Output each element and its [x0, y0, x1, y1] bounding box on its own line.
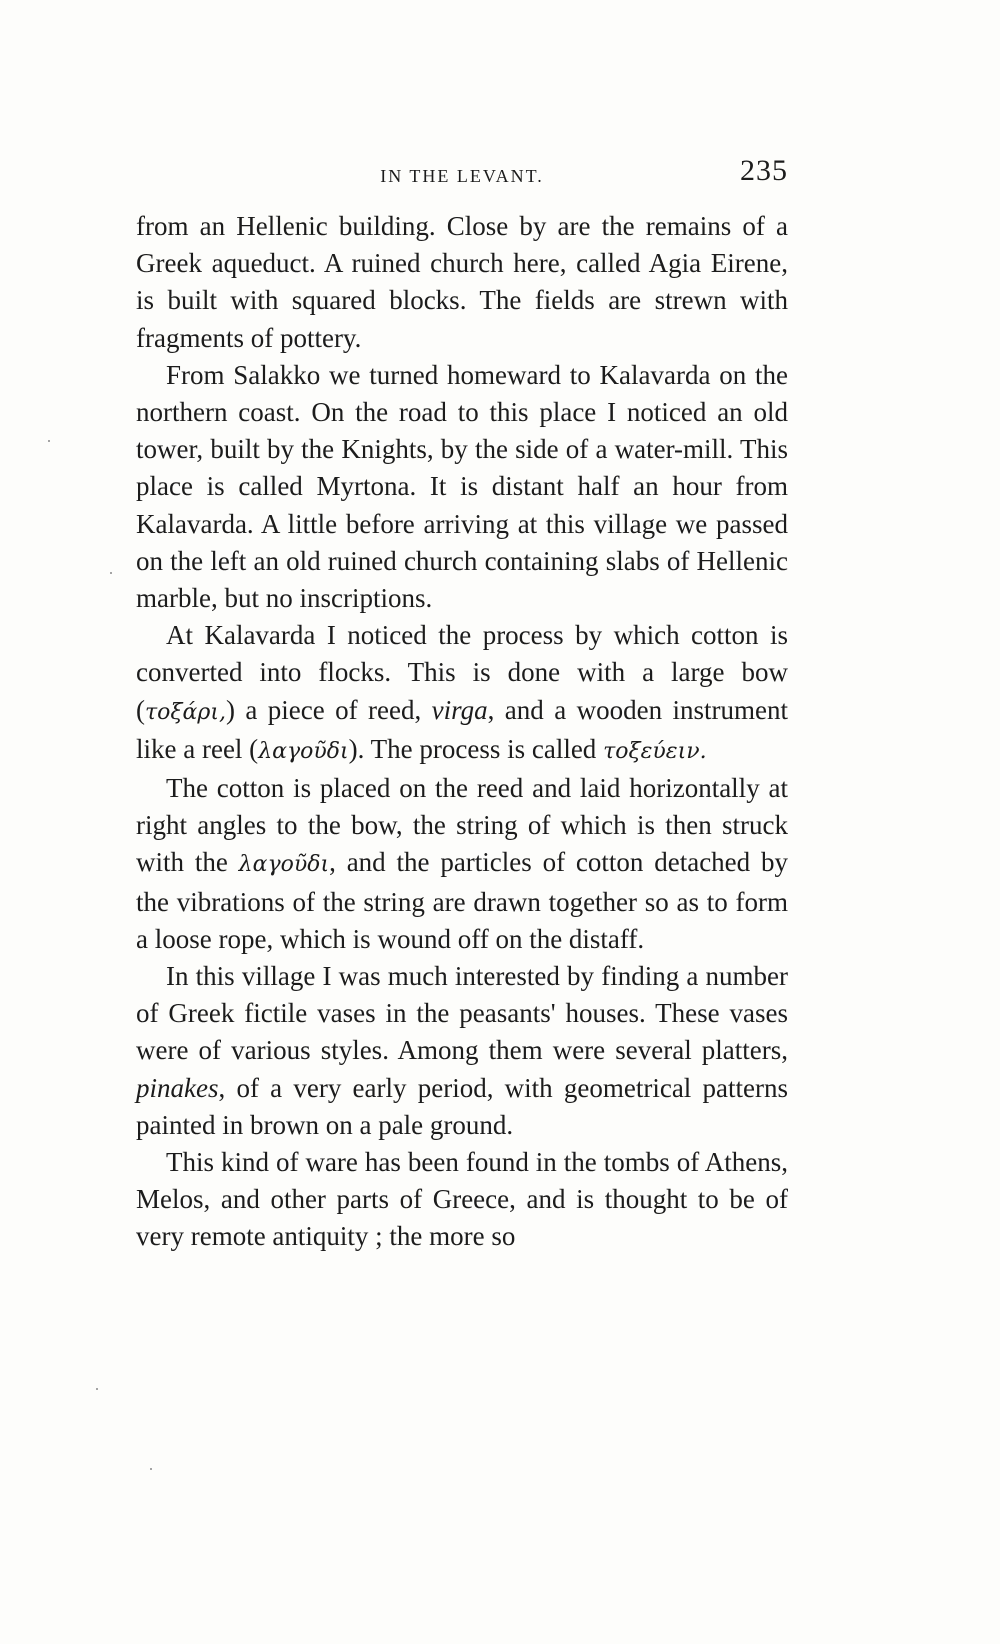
- scan-speck: [96, 1388, 98, 1390]
- text-run: From Salakko we turned homeward to Kalavarda on the northern coast. On the road to this place I noticed an old tower, built by the Knights, by the side of a water-mill. This place is called Myrtona. It is distant half an hour from Kalavarda. A little before arriving at this village we passed on the left an old ruined church containing slabs of Hellenic marble, but no inscriptions.: [136, 359, 788, 614]
- text-run: At Kalavarda I noticed the process by which cotton is converted into flocks. This is done with a large bow (: [136, 620, 788, 725]
- text-run: ). The process is called: [348, 733, 604, 764]
- greek-term: λαγοῦδι: [238, 852, 330, 878]
- page-number: 235: [740, 154, 788, 187]
- text-run: This kind of ware has been found in the tombs of Athens, Melos, and other parts of Greece, and is thought to be of very remote antiquity ; the more so: [136, 1147, 788, 1252]
- scan-speck: [150, 1468, 152, 1470]
- text-run: ) a piece of reed,: [225, 694, 432, 725]
- text-run: , of a very early period, with geometrical patterns painted in brown on a pale ground.: [136, 1072, 788, 1140]
- running-head: IN THE LEVANT.: [380, 166, 544, 186]
- paragraph-1: [136, 208, 788, 357]
- paragraph-5: [136, 958, 788, 1144]
- text-run: The cotton is placed on the reed and laid horizontally at right angles to the bow, the string of which is then struck with the: [136, 773, 788, 878]
- greek-term: τοξάρι,: [145, 699, 226, 725]
- scan-speck: [48, 440, 50, 442]
- paragraph-2: [136, 357, 788, 617]
- page-header: [136, 150, 788, 190]
- scan-speck: [110, 572, 112, 574]
- text-run: , and the particles of cotton detached by the vibrations of the string are drawn together so as to form a loose rope, which is wound off on the distaff.: [136, 847, 788, 954]
- text-run: , and a wooden instrument like a reel (: [136, 694, 788, 764]
- paragraph-4: [136, 770, 788, 958]
- italic-term: virga: [431, 694, 488, 725]
- greek-term: λαγοῦδι: [258, 738, 349, 764]
- paragraph-3: [136, 617, 788, 770]
- greek-term: τοξεύειν.: [603, 738, 707, 764]
- paragraph-6: [136, 1144, 788, 1256]
- body-text: [136, 208, 788, 1256]
- text-run: from an Hellenic building. Close by are the remains of a Greek aqueduct. A ruined church here, called Agia Eirene, is built with squared blocks. The fields are strewn with fragments of pottery.: [136, 211, 788, 353]
- italic-term: pinakes: [136, 1072, 219, 1103]
- text-run: In this village I was much interested by finding a number of Greek fictile vases in the peasants' houses. These vases were of various styles. Among them were several platters,: [136, 961, 788, 1066]
